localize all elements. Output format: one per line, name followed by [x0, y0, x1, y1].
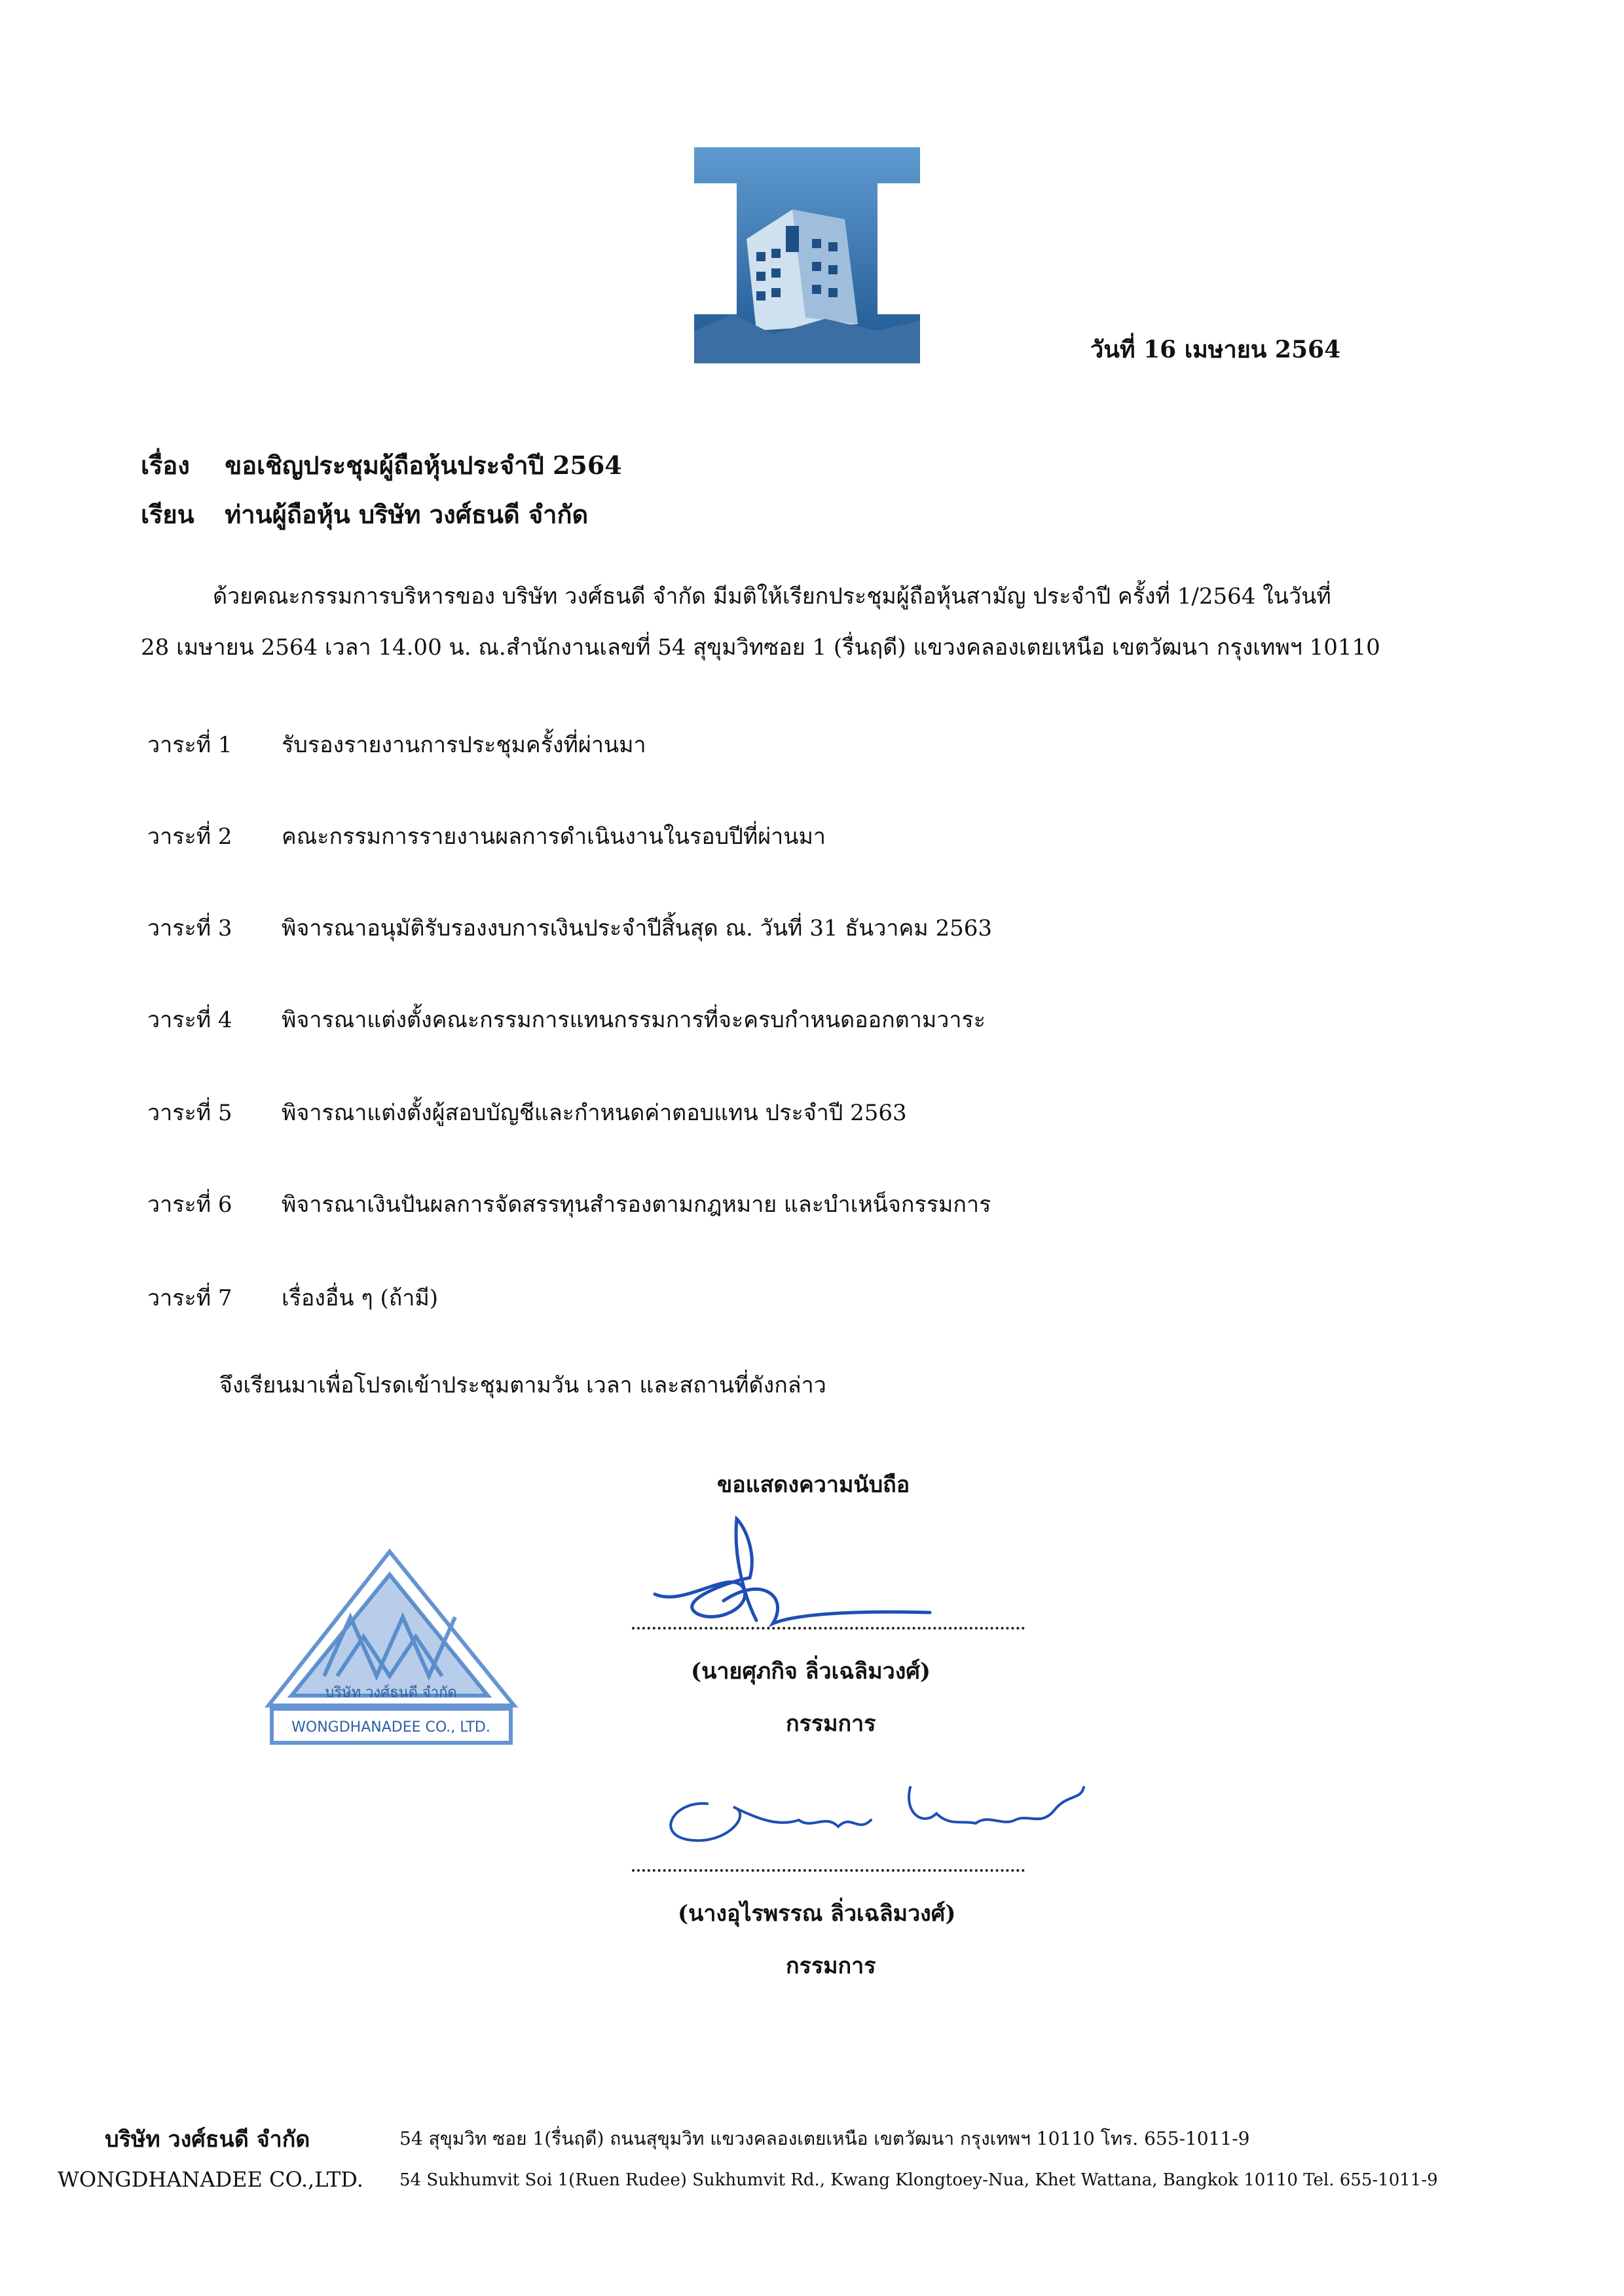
- agenda-item: [147, 727, 646, 762]
- recipient-line: [141, 494, 588, 534]
- signatory-1-role: กรรมการ: [786, 1711, 876, 1737]
- agenda-number: วาระที่ 4: [147, 1007, 232, 1033]
- signatory-1-name: (นายศุภกิจ ลิ่วเฉลิมวงศ์): [691, 1658, 931, 1685]
- signature-line-1: [632, 1627, 1025, 1630]
- agenda-item: [147, 1002, 986, 1037]
- footer-address-thai: 54 สุขุมวิท ซอย 1(รื่นฤดี) ถนนสุขุมวิท แขวงคลองเตยเหนือ เขตวัฒนา กรุงเทพฯ 10110 โทร. 655-1011-9: [399, 2128, 1250, 2149]
- subject-label: เรื่อง: [141, 450, 190, 480]
- agenda-text: พิจารณาเงินปันผลการจัดสรรทุนสำรองตามกฎหมาย และบำเหน็จกรรมการ: [282, 1192, 991, 1218]
- recipient-label: เรียน: [141, 500, 194, 529]
- body-line-1: ด้วยคณะกรรมการบริหารของ บริษัท วงศ์ธนดี จำกัด มีมติให้เรียกประชุมผู้ถือหุ้นสามัญ ประจำปี ครั้งที่ 1/2564 ในวันที่: [213, 583, 1331, 610]
- agenda-text: พิจารณาอนุมัติรับรองงบการเงินประจำปีสิ้นสุด ณ. วันที่ 31 ธันวาคม 2563: [282, 915, 992, 941]
- agenda-text: พิจารณาแต่งตั้งคณะกรรมการแทนกรรมการที่จะครบกำหนดออกตามวาระ: [282, 1007, 986, 1033]
- stamp-english-name: WONGDHANADEE CO., LTD.: [291, 1719, 490, 1736]
- agenda-text: พิจารณาแต่งตั้งผู้สอบบัญชีและกำหนดค่าตอบแทน ประจำปี 2563: [282, 1100, 907, 1126]
- footer-company-english: WONGDHANADEE CO.,LTD.: [58, 2167, 363, 2192]
- company-logo: [694, 147, 920, 363]
- body-line-2: 28 เมษายน 2564 เวลา 14.00 น. ณ.สำนักงานเลขที่ 54 สุขุมวิทซอย 1 (รื่นฤดี) แขวงคลองเตยเหนือ เขตวัฒนา กรุงเทพฯ 10110: [141, 634, 1380, 661]
- company-stamp: [262, 1545, 521, 1748]
- footer-address-english: 54 Sukhumvit Soi 1(Ruen Rudee) Sukhumvit Rd., Kwang Klongtoey-Nua, Khet Wattana, Bangkok 10110 Tel. 655-1011-9: [399, 2170, 1438, 2190]
- footer-company-thai: บริษัท วงศ์ธนดี จำกัด: [105, 2126, 310, 2153]
- agenda-item: [147, 818, 826, 854]
- agenda-text: รับรองรายงานการประชุมครั้งที่ผ่านมา: [282, 732, 646, 758]
- signature-line-2: [632, 1869, 1025, 1872]
- body-paragraph: [141, 571, 1477, 673]
- agenda-item: [147, 1280, 438, 1315]
- agenda-number: วาระที่ 3: [147, 915, 232, 941]
- stamp-thai-name: บริษัท วงศ์ธนดี จำกัด: [325, 1685, 457, 1701]
- signature-2: [648, 1774, 1087, 1859]
- agenda-number: วาระที่ 6: [147, 1192, 232, 1218]
- agenda-text: คณะกรรมการรายงานผลการดำเนินงานในรอบปีที่ผ่านมา: [282, 824, 826, 850]
- signatory-2-name: (นางอุไรพรรณ ลิ่วเฉลิมวงศ์): [678, 1901, 956, 1927]
- letter-date: วันที่ 16 เมษายน 2564: [1090, 336, 1341, 363]
- signature-1: [645, 1516, 933, 1637]
- regards-text: ขอแสดงความนับถือ: [717, 1472, 910, 1498]
- agenda-number: วาระที่ 1: [147, 732, 232, 758]
- subject-line: [141, 445, 622, 485]
- closing-sentence: จึงเรียนมาเพื่อโปรดเข้าประชุมตามวัน เวลา และสถานที่ดังกล่าว: [219, 1372, 826, 1398]
- agenda-text: เรื่องอื่น ๆ (ถ้ามี): [282, 1285, 439, 1311]
- agenda-number: วาระที่ 7: [147, 1285, 232, 1311]
- agenda-number: วาระที่ 2: [147, 824, 232, 850]
- subject-text: ขอเชิญประชุมผู้ถือหุ้นประจำปี 2564: [225, 450, 622, 480]
- agenda-item: [147, 1186, 991, 1222]
- agenda-item: [147, 910, 992, 945]
- agenda-item: [147, 1095, 907, 1130]
- agenda-number: วาระที่ 5: [147, 1100, 232, 1126]
- recipient-text: ท่านผู้ถือหุ้น บริษัท วงศ์ธนดี จำกัด: [225, 500, 589, 529]
- signatory-2-role: กรรมการ: [786, 1953, 876, 1979]
